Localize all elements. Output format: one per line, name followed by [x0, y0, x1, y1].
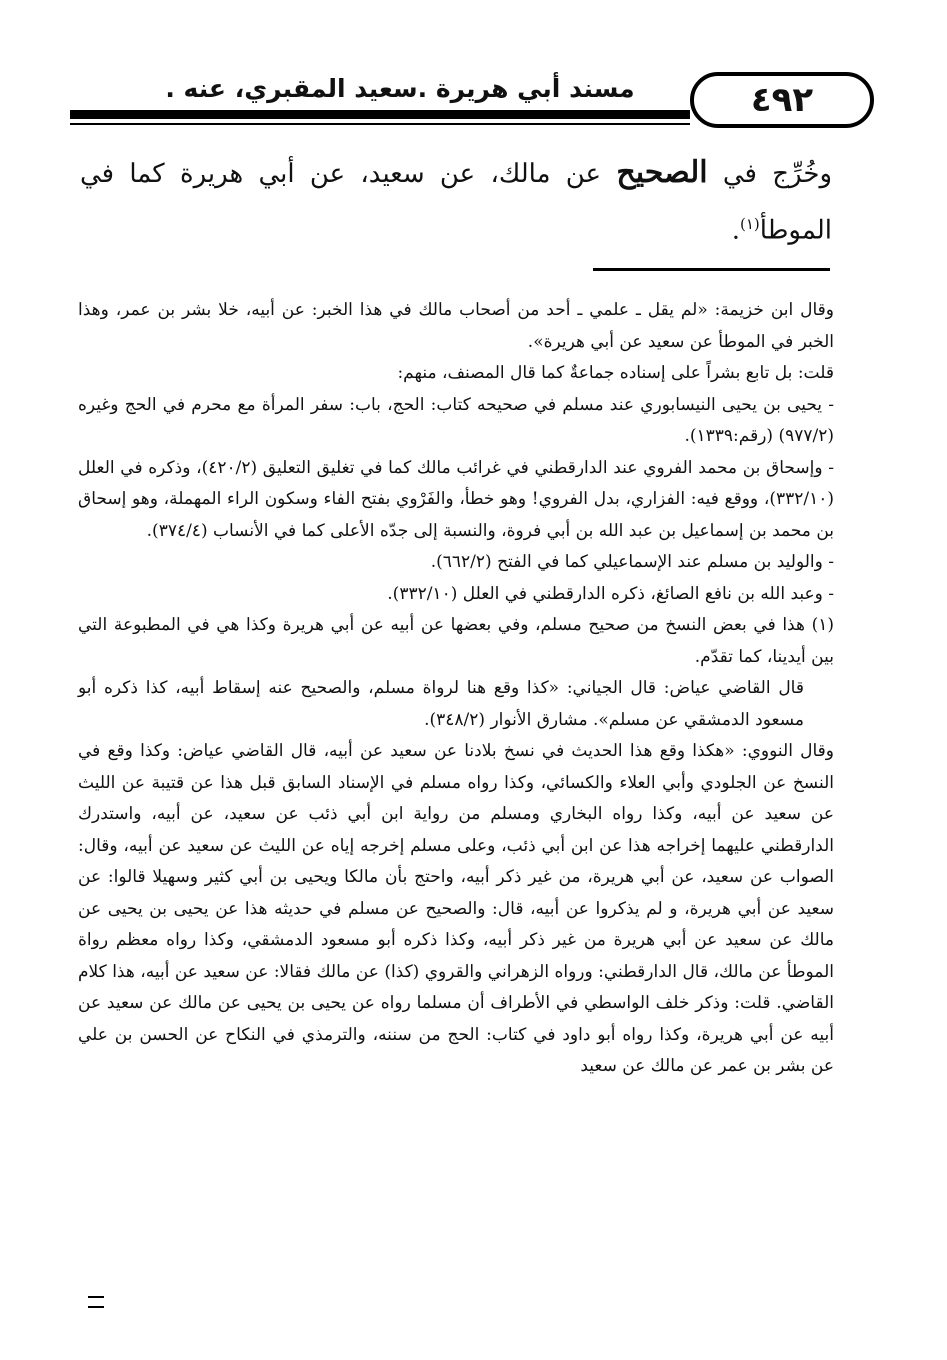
main-highlight: الصحيح — [616, 155, 708, 190]
note-paragraph: - وعبد الله بن نافع الصائغ، ذكره الدارقطني في العلل (٣٣٢/١٠). — [387, 583, 834, 604]
main-text-after: عن مالك، عن سعيد، عن أبي هريرة كما في الموطأ — [80, 159, 832, 246]
note-paragraph: قلت: بل تابع بشراً على إسناده جماعةٌ كما قال المصنف، منهم: — [397, 363, 834, 383]
main-text-before: وخُرِّج في — [707, 159, 832, 189]
footnote-1: (١) هذا في بعض النسخ من صحيح مسلم، وفي بعضها عن أبيه عن أبي هريرة وكذا هي في المطبوعة التي بين أيدينا، كما تقدّم. — [78, 615, 834, 667]
header-rule-thick — [70, 110, 690, 119]
continuation-mark — [88, 1296, 104, 1308]
commentary — [78, 295, 834, 1083]
note-paragraph: - والوليد بن مسلم عند الإسماعيلي كما في الفتح (٦٦٢/٢). — [430, 552, 834, 572]
note-paragraph: وقال ابن خزيمة: «لم يقل ـ علمي ـ أحد من أصحاب مالك في هذا الخبر: عن أبيه، خلا بشر بن عمر، وهذا الخبر في الموطأ عن سعيد عن أبي هريرة». — [78, 300, 834, 352]
note-paragraph: قال القاضي عياض: قال الجياني: «كذا وقع هنا لرواة مسلم، والصحيح عنه إسقاط أبيه، كذا ذكره أبو مسعود الدمشقي عن مسلم». مشارق الأنوار (٣٤٨/٢). — [78, 678, 804, 730]
page-header — [70, 66, 870, 130]
main-text — [80, 148, 832, 256]
footnote-ref: (١) — [739, 215, 760, 233]
running-title: مسند أبي هريرة .سعيد المقبري، عنه . — [165, 74, 635, 103]
page-number: ٤٩٢ — [690, 72, 874, 128]
note-paragraph: - وإسحاق بن محمد الفروي عند الدارقطني في غرائب مالك كما في تغليق التعليق (٤٢٠/٢)، وذكره في العلل (٣٣٢/١٠)، ووقع فيه: الفزاري، بدل الفروي! وهو خطأ، والفَرْوي بفتح الفاء وسكون الراء المهملة، وهو إسحاق بن محمد بن إسماعيل بن عبد الله بن أبي فروة، والنسبة إلى جدّه الأعلى كما في الأنساب (٣٧٤/٤). — [78, 457, 834, 541]
note-paragraph: - يحيى بن يحيى النيسابوري عند مسلم في صحيحه كتاب: الحج، باب: سفر المرأة مع محرم في الحج وغيره (٩٧٧/٢) (رقم:١٣٣٩). — [78, 394, 834, 446]
main-end: . — [731, 215, 740, 246]
header-rule-thin — [70, 123, 690, 125]
note-paragraph: وقال النووي: «هكذا وقع هذا الحديث في نسخ بلادنا عن سعيد عن أبيه، قال القاضي عياض: وكذا وقع في النسخ عن الجلودي وأبي العلاء والكسائي، وكذا رواه مسلم في الإسناد السابق قبل هذا عن قتيبة عن الليث عن سعيد عن أبيه، وكذا رواه البخاري ومسلم من رواية ابن أبي ذئب عن سعيد، عن أبيه، واستدرك الدارقطني عليهما إخراجه هذا عن ابن أبي ذئب، وعلى مسلم إخرجه إياه عن الليث عن سعيد عن أبيه، وقال: الصواب عن سعيد، عن أبي هريرة، من غير ذكر أبيه، واحتج بأن مالكا ويحيى بن أبي كثير وسهيلا قالوا: عن سعيد عن أبي هريرة، و لم يذكروا عن أبيه، قال: والصحيح عن مسلم في حديثه هذا عن يحيى بن يحيى عن مالك عن سعيد عن أبي هريرة من غير ذكر أبيه، وكذا ذكره أبو مسعود الدمشقي، وكذا رواه معظم رواة الموطأ عن مالك، قال الدارقطني: ورواه الزهراني والقروي (كذا) عن مالك فقالا: عن سعيد عن أبيه، هذا كلام القاضي. قلت: وذكر خلف الواسطي في الأطراف أن مسلما رواه عن يحيى بن يحيى عن مالك عن سعيد عن أبيه عن أبي هريرة، وكذا رواه أبو داود في كتاب: الحج من سننه، والترمذي في النكاح عن الحسن بن علي عن بشر بن عمر عن مالك عن سعيد — [78, 741, 834, 1076]
footnote-separator — [593, 268, 830, 271]
